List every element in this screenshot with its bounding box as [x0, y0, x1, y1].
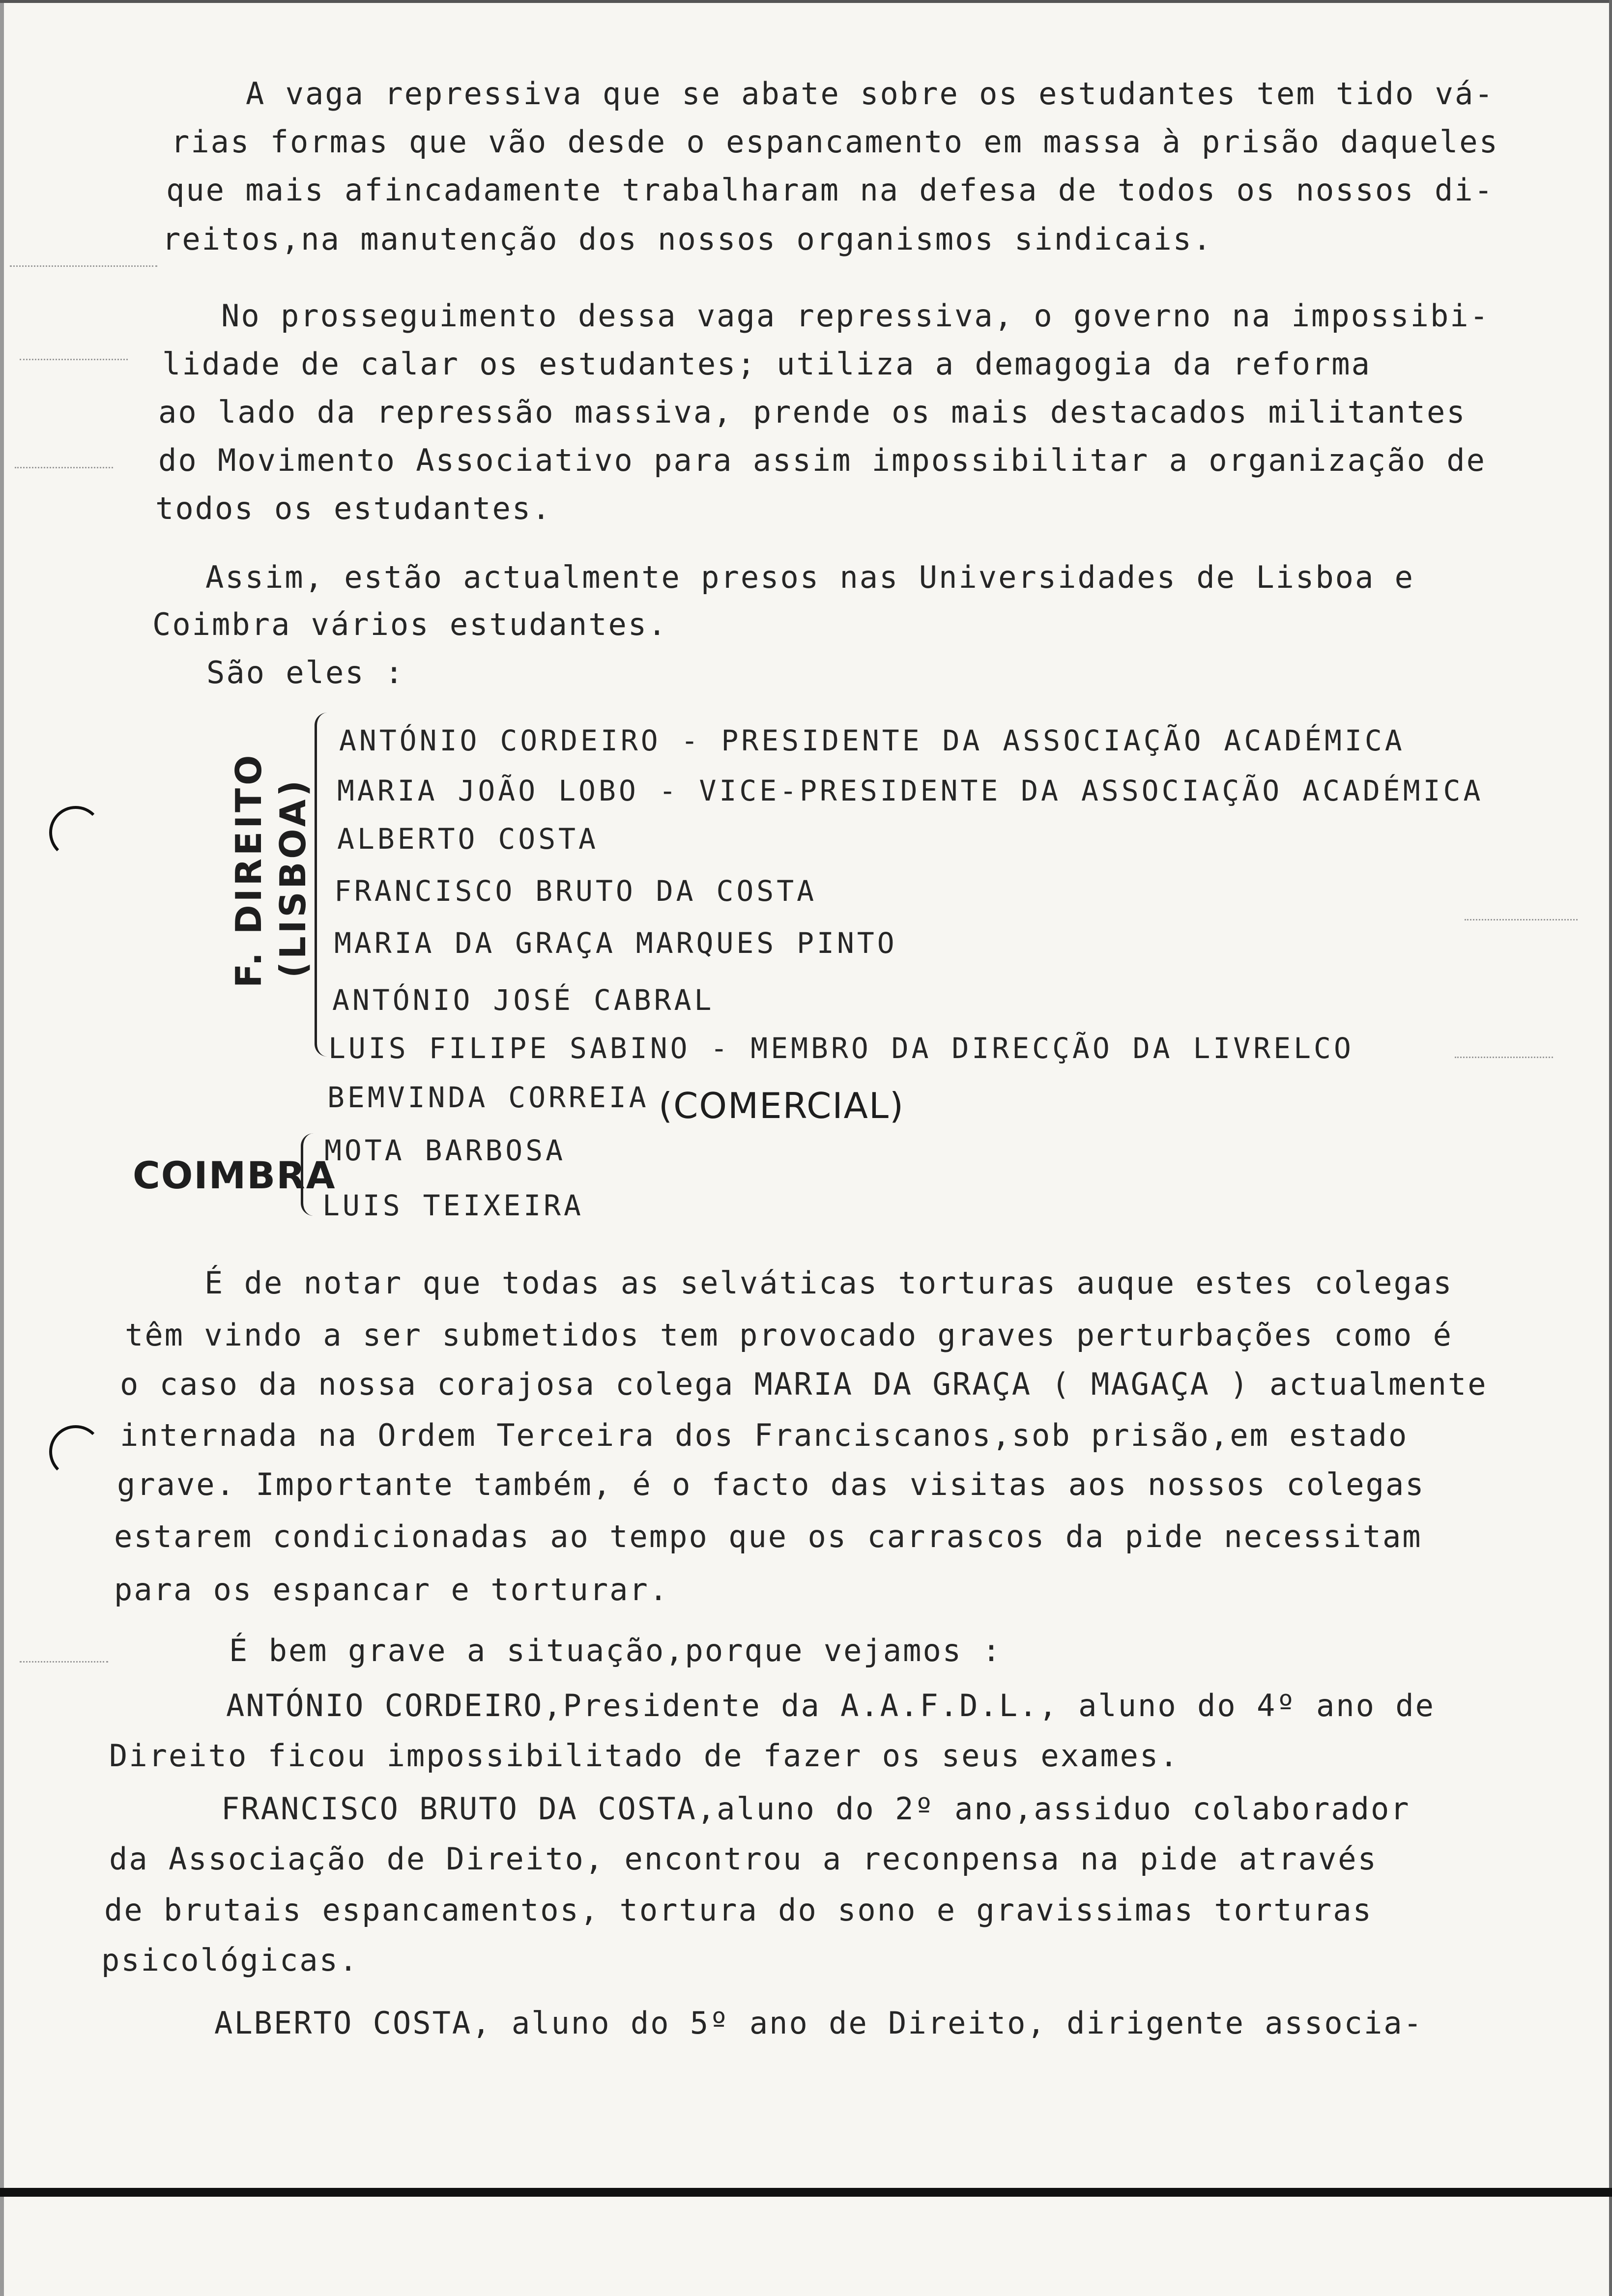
- group-label-lisboa: (LISBOA): [272, 777, 314, 978]
- coimbra-brace: [301, 1133, 317, 1216]
- bottom-rule: [0, 2188, 1612, 2197]
- scan-artifact: [10, 265, 157, 267]
- paragraph-5: É bem grave a situação,porque vejamos :: [229, 1633, 1002, 1668]
- paragraph-7-line-2: da Associação de Direito, encontrou a reconpensa na pide através: [109, 1841, 1378, 1877]
- group-label-coimbra: COIMBRA: [133, 1153, 336, 1197]
- student-coimbra-2: LUIS TEIXEIRA: [322, 1189, 584, 1222]
- paragraph-7-line-3: de brutais espancamentos, tortura do sono e gravissimas torturas: [104, 1892, 1373, 1928]
- paragraph-6-line-2: Direito ficou impossibilitado de fazer os seus exames.: [109, 1738, 1180, 1774]
- scan-artifact: [1465, 919, 1578, 920]
- paragraph-2-line-2: lidade de calar os estudantes; utiliza a demagogia da reforma: [162, 346, 1371, 382]
- scan-artifact: [15, 467, 113, 468]
- scan-artifact: [20, 1661, 108, 1663]
- paragraph-4-line-7: para os espancar e torturar.: [114, 1572, 669, 1607]
- paragraph-1-line-4: reitos,na manutenção dos nossos organismos sindicais.: [162, 221, 1213, 257]
- paragraph-1-line-1: A vaga repressiva que se abate sobre os estudantes tem tido vá-: [246, 76, 1495, 112]
- binder-hole-mark: [49, 806, 102, 859]
- paragraph-4-line-2: têm vindo a ser submetidos tem provocado graves perturbações como é: [125, 1317, 1453, 1353]
- paragraph-4-line-3: o caso da nossa corajosa colega MARIA DA GRAÇA ( MAGAÇA ) actualmente: [120, 1366, 1488, 1402]
- paragraph-4-line-6: estarem condicionadas ao tempo que os carrascos da pide necessitam: [114, 1519, 1422, 1554]
- binder-hole-mark-2: [49, 1425, 102, 1478]
- scan-artifact: [20, 359, 128, 360]
- paragraph-8-line-1: ALBERTO COSTA, aluno do 5º ano de Direito, dirigente associa-: [214, 2005, 1423, 2041]
- paragraph-2-line-3: ao lado da repressão massiva, prende os mais destacados militantes: [158, 394, 1467, 430]
- student-lisboa-4: FRANCISCO BRUTO DA COSTA: [334, 874, 817, 908]
- student-lisboa-6: ANTÓNIO JOSÉ CABRAL: [332, 983, 715, 1017]
- student-coimbra-1: MOTA BARBOSA: [324, 1134, 566, 1167]
- student-lisboa-3: ALBERTO COSTA: [337, 822, 599, 856]
- paragraph-4-line-1: É de notar que todas as selváticas torturas auque estes colegas: [204, 1265, 1453, 1301]
- student-lisboa-5: MARIA DA GRAÇA MARQUES PINTO: [334, 926, 897, 960]
- paragraph-7-line-4: psicológicas.: [101, 1942, 359, 1978]
- student-lisboa-7: LUIS FILIPE SABINO - MEMBRO DA DIRECÇÃO DA LIVRELCO: [328, 1032, 1354, 1065]
- scan-artifact: [1455, 1057, 1553, 1058]
- student-bemvinda: BEMVINDA CORREIA: [327, 1081, 649, 1114]
- paragraph-1-line-3: que mais afincadamente trabalharam na defesa de todos os nossos di-: [166, 172, 1494, 208]
- paragraph-4-line-5: grave. Importante também, é o facto das visitas aos nossos colegas: [117, 1466, 1425, 1502]
- sao-eles-line: São eles :: [206, 655, 405, 690]
- paragraph-3-line-2: Coimbra vários estudantes.: [152, 606, 668, 642]
- lisboa-brace: [315, 713, 331, 1057]
- paragraph-3-line-1: Assim, estão actualmente presos nas Universidades de Lisboa e: [205, 559, 1414, 595]
- paragraph-6-line-1: ANTÓNIO CORDEIRO,Presidente da A.A.F.D.L., aluno do 4º ano de: [226, 1688, 1435, 1723]
- group-label-direito: F. DIREITO: [228, 752, 269, 988]
- paragraph-2-line-5: todos os estudantes.: [155, 490, 552, 526]
- student-lisboa-2: MARIA JOÃO LOBO - VICE-PRESIDENTE DA ASSOCIAÇÃO ACADÉMICA: [337, 774, 1484, 807]
- paragraph-2-line-4: do Movimento Associativo para assim impossibilitar a organização de: [158, 442, 1486, 478]
- paragraph-4-line-4: internada na Ordem Terceira dos Franciscanos,sob prisão,em estado: [120, 1417, 1409, 1453]
- student-lisboa-1: ANTÓNIO CORDEIRO - PRESIDENTE DA ASSOCIAÇÃO ACADÉMICA: [339, 724, 1405, 757]
- paragraph-1-line-2: rias formas que vão desde o espancamento em massa à prisão daqueles: [171, 124, 1499, 160]
- bemvinda-note-handwritten: (COMERCIAL): [659, 1085, 905, 1126]
- paragraph-2-line-1: No prosseguimento dessa vaga repressiva, o governo na impossibi-: [221, 298, 1490, 334]
- paragraph-7-line-1: FRANCISCO BRUTO DA COSTA,aluno do 2º ano,assiduo colaborador: [221, 1791, 1410, 1827]
